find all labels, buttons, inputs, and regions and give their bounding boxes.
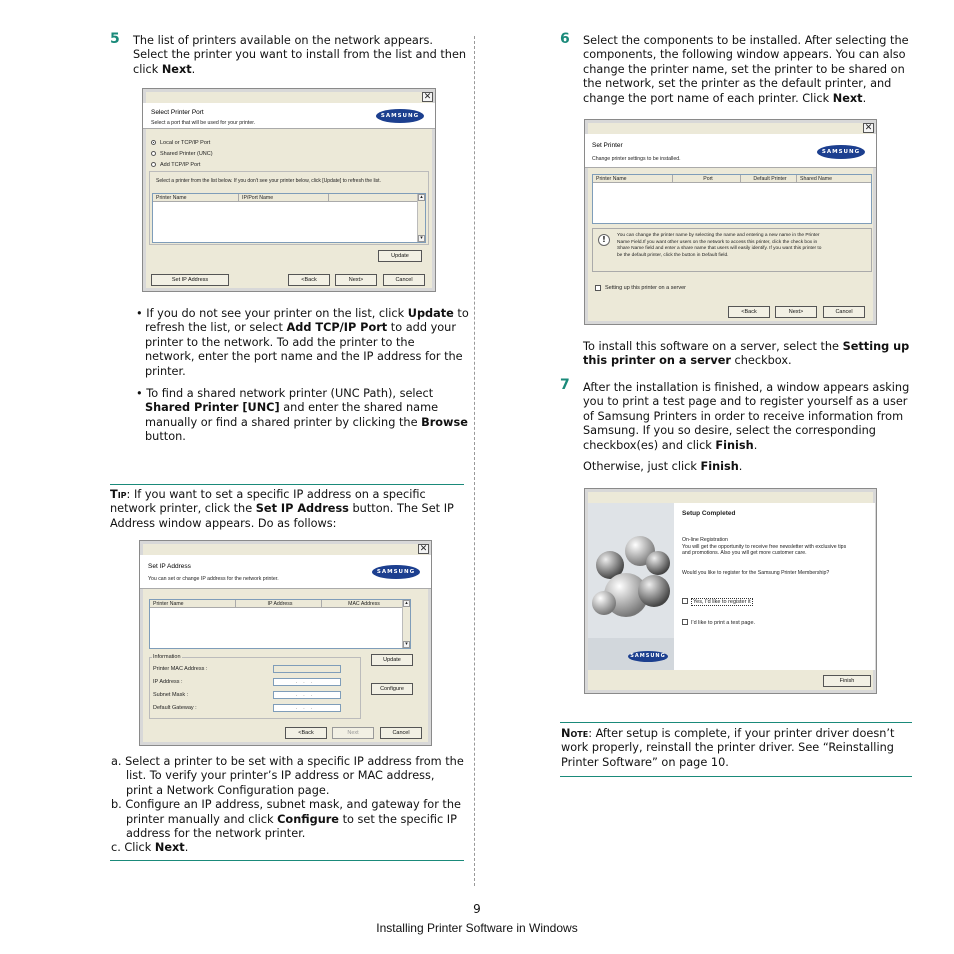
setup-content-panel: Setup Completed On-line Registration You will get the opportunity to receive free newsletter with exclusive tips and promotions. Also you will get more customer care. Would you like to register for the Samsung Printer Membership? Yes, I'd like to register it I'd like to print a test page. [674,503,875,670]
register-checkbox[interactable] [682,598,688,604]
back-button[interactable]: <Back [288,274,330,286]
radio-add-tcpip[interactable] [151,162,156,167]
bullet-update: • If you do not see your printer on the list, click Update to refresh the list, or select Add TCP/IP Port to add your printer to the network. To add the printer to the network, enter the port name and the IP address for the printer. [136,307,469,378]
cancel-button[interactable]: Cancel [823,306,865,318]
tip-bottom-rule [110,860,464,861]
printer-listbox[interactable]: Printer Name IP/Port Name ▴ ▾ [152,193,426,243]
setup-side-panel [588,503,674,670]
note-bottom-rule [560,776,912,777]
step-7-number: 7 [560,377,570,393]
step-6-number: 6 [560,31,570,47]
step-5-text: The list of printers available on the network appears. Select the printer you want to install from the list and then click Next. [133,34,467,76]
note-label: Note [561,727,589,740]
set-printer-dialog: ✕ Set Printer Change printer settings to be installed. SAMSUNG Printer Name Port Default Printer Shared Name ! You can change the printer name by selecting the name and entering a new name in the Printer Name Field.If you want other users on the network to access this printer, click the check box in Share Name field and enter a share name that users will easily identify. If you want this printer to be the default printer, click the button in Default field. Setting up this printer on a server <Back Next> Cancel [584,119,877,325]
setup-completed-dialog [584,488,877,694]
set-printer-listbox[interactable]: Printer Name Port Default Printer Shared Name [592,174,872,224]
select-printer-port-dialog: ✕ Select Printer Port Select a port that will be used for your printer. SAMSUNG Local or TCP/IP Port Shared Printer (UNC) Add TCP/IP Port Select a printer from the list below. If you don't see your printer below, click [Update] to refresh the list. Printer Name IP/Port Name ▴ ▾ Update Set IP Address <Back Next> Cancel [142,88,436,292]
tip-box: Tip: If you want to set a specific IP address on a specific network printer, click the Set IP Address button. The Set IP Address window appears. Do as follows: [110,488,454,530]
footer-section-title: Installing Printer Software in Windows [376,921,578,935]
close-icon[interactable]: ✕ [419,544,428,554]
default-gateway-field[interactable]: ... [273,704,341,712]
spheres-image [588,503,674,670]
dialog-header [143,103,435,129]
samsung-logo: SAMSUNG [376,109,424,123]
dialog-header: Set Printer Change printer settings to be installed. SAMSUNG [585,134,876,168]
page-number: 9 [473,902,481,916]
scroll-down-icon[interactable]: ▾ [403,641,410,648]
scroll-up-icon[interactable]: ▴ [418,194,425,201]
cancel-button[interactable]: Cancel [380,727,422,739]
samsung-logo: SAMSUNG [372,565,420,579]
scroll-up-icon[interactable]: ▴ [403,600,410,607]
tip-label: Tip [110,488,127,501]
step-6-text: Select the components to be installed. After selecting the components, the following window appears. You can also change the printer name, set the printer to be shared on the network, set the printer as the default printer, and change the port name of each printer. Click Next. [583,34,909,105]
bullet-shared: • To find a shared network printer (UNC Path), select Shared Printer [UNC] and enter the shared name manually or find a shared printer by clicking the Browse button. [136,387,468,444]
close-icon[interactable]: ✕ [423,92,432,102]
next-button[interactable]: Next> [775,306,817,318]
configure-button[interactable]: Configure [371,683,413,695]
next-button[interactable]: Next> [335,274,377,286]
listbox-scrollbar[interactable] [402,600,410,648]
radio-shared-printer[interactable] [151,151,156,156]
back-button[interactable]: <Back [285,727,327,739]
note-top-rule [560,722,912,723]
close-icon[interactable]: ✕ [864,123,873,133]
print-test-page-checkbox[interactable] [682,619,688,625]
ip-address-field[interactable]: ... [273,678,341,686]
cancel-button[interactable]: Cancel [383,274,425,286]
tip-top-rule [110,484,464,485]
update-button[interactable]: Update [378,250,422,262]
info-box: ! You can change the printer name by selecting the name and entering a new name in the Printer Name Field.If you want other users on the network to access this printer, click the check box in Share Name field and enter a share name that users will easily identify. If you want this printer to be the default printer, click the button in Default field. [592,228,872,272]
samsung-logo: SAMSUNG [628,651,668,662]
server-setup-checkbox[interactable] [595,285,601,291]
next-button[interactable]: Next [332,727,374,739]
finish-button[interactable]: Finish [823,675,871,687]
back-button[interactable]: <Back [728,306,770,318]
dialog-subtitle: Select a port that will be used for your printer. [151,120,256,126]
update-button[interactable]: Update [371,654,413,666]
step-5-number: 5 [110,31,120,47]
set-ip-steps: a. Select a printer to be set with a specific IP address from the list. To verify your printer’s IP address or MAC address, print a Network Configuration page. b. Configure an IP address, subnet mask, and gateway for the printer manually and click Configure to set the specific IP address for the network printer. c. Click Next. [111,755,464,855]
dialog-title: Select Printer Port [151,109,204,116]
note-box: Note: After setup is complete, if your printer driver doesn’t work properly, reinstall the printer driver. See “Reinstalling Printer Software” on page 10. [561,727,895,769]
set-ip-address-button[interactable]: Set IP Address [151,274,229,286]
dialog-header: Set IP Address You can set or change IP address for the network printer. SAMSUNG [140,555,431,589]
mac-address-field [273,665,341,673]
samsung-logo: SAMSUNG [817,145,865,159]
scroll-down-icon[interactable]: ▾ [418,235,425,242]
radio-local-port[interactable] [151,140,156,145]
set-ip-address-dialog: ✕ Set IP Address You can set or change IP address for the network printer. SAMSUNG Printer Name IP Address MAC Address ▴ ▾ Information Printer MAC Address : IP Address : ... Subnet Mask : ... Default Gateway : ... Update Configure <Back Next Cancel [139,540,432,746]
listbox-scrollbar[interactable] [417,194,425,242]
otherwise-text: Otherwise, just click Finish. [583,460,743,473]
column-divider [474,36,475,886]
server-install-text: To install this software on a server, select the Setting up this printer on a server checkbox. [583,340,910,368]
step-7-text: After the installation is finished, a window appears asking you to print a test page and to register yourself as a user of Samsung Printers in order to receive information from Samsung. If you so desire, select the corresponding checkbox(es) and click Finish. [583,381,910,452]
info-icon: ! [598,234,610,246]
subnet-mask-field[interactable]: ... [273,691,341,699]
ip-printer-listbox[interactable]: Printer Name IP Address MAC Address ▴ ▾ [149,599,411,649]
